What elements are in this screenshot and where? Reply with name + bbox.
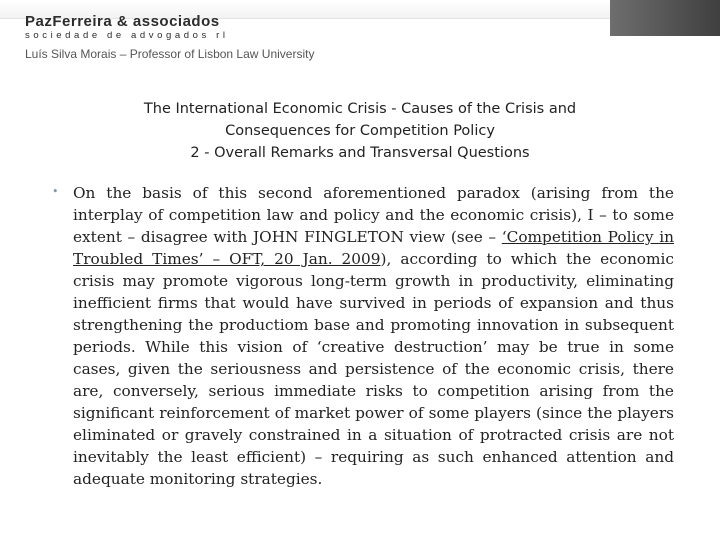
citation-link: ‘Competition Policy in Troubled Times’ – OFT, 20 Jan. 2009 xyxy=(73,228,674,268)
logo-sub-text: sociedade de advogados rl xyxy=(25,30,229,41)
title-line-1: The International Economic Crisis - Causes of the Crisis and xyxy=(143,101,577,117)
logo-main-text: PazFerreira & associados xyxy=(25,13,220,30)
body-part-1: On the basis of this second aforementioned paradox (arising from the interplay of competition law and policy and the economic crisis), I – to some extent – disagree with JOHN FINGLETON view (see – xyxy=(73,184,674,246)
author-line: Luís Silva Morais – Professor of Lisbon Law University xyxy=(25,47,315,61)
slide-title xyxy=(0,98,720,164)
title-line-2: Consequences for Competition Policy xyxy=(225,123,495,139)
title-line-3: 2 - Overall Remarks and Transversal Questions xyxy=(190,145,530,161)
firm-logo xyxy=(25,14,229,41)
bullet-marker: • xyxy=(52,185,59,198)
bullet-text xyxy=(73,182,674,490)
slide-corner-accent xyxy=(610,0,720,36)
body-part-2: ), according to which the economic crisis may promote vigorous long-term growth in productivity, eliminating inefficient firms that would have survived in periods of expansion and thus strengthening the productiom base and promoting innovation in subsequent periods. While this vision of ‘creative destruction’ may be true in some cases, given the seriousness and persistence of the economic crisis, there are, conversely, serious immediate risks to competition arising from the significant reinforcement of market power of some players (since the players eliminated or gravely constrained in a situation of protracted crisis are not inevitably the least efficient) – requiring as such enhanced attention and adequate monitoring strategies. xyxy=(73,250,674,488)
bullet-item xyxy=(52,182,674,490)
